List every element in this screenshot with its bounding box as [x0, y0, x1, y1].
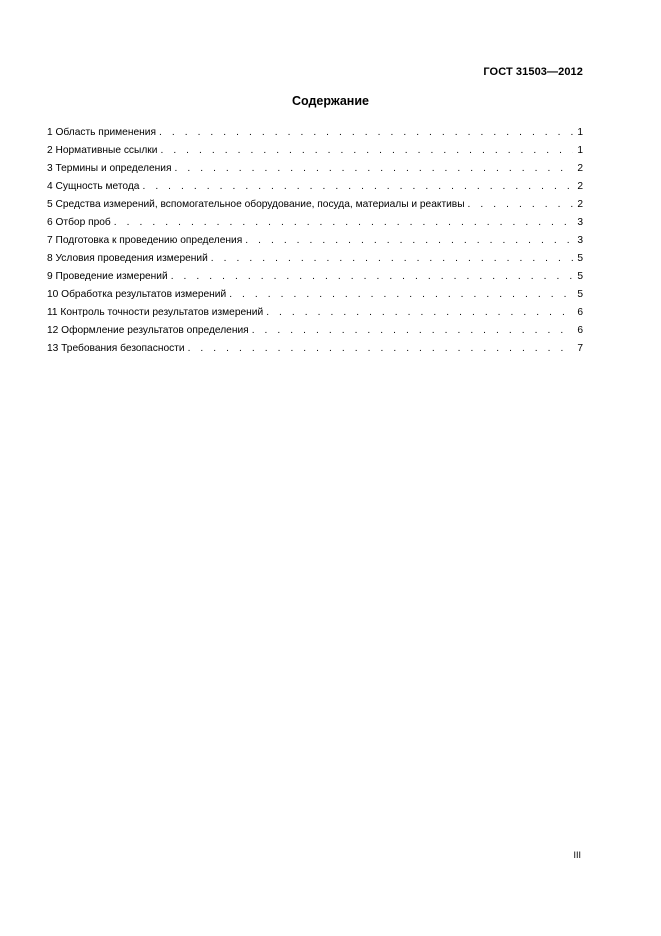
- toc-item-page: 2: [577, 181, 583, 192]
- toc-leader-dots: [252, 324, 573, 337]
- toc-item-13[interactable]: [47, 337, 583, 355]
- document-code: ГОСТ 31503—2012: [483, 66, 583, 78]
- toc-item-text: 3 Термины и определения: [47, 163, 172, 174]
- toc-leader-dots: [188, 342, 573, 355]
- toc-item-page: 5: [577, 253, 583, 264]
- toc-item-10[interactable]: [47, 283, 583, 301]
- toc-item-11[interactable]: [47, 301, 583, 319]
- toc-item-7[interactable]: [47, 229, 583, 247]
- toc-title: Содержание: [291, 94, 369, 108]
- toc-leader-dots: [160, 144, 573, 157]
- toc-item-page: 1: [577, 145, 583, 156]
- toc-item-text: 8 Условия проведения измерений: [47, 253, 208, 264]
- toc-item-page: 5: [577, 271, 583, 282]
- toc-item-page: 5: [577, 289, 583, 300]
- toc-leader-dots: [159, 126, 573, 139]
- toc-item-6[interactable]: [47, 211, 583, 229]
- toc-item-page: 6: [577, 307, 583, 318]
- toc-item-2[interactable]: [47, 139, 583, 157]
- toc-item-8[interactable]: [47, 247, 583, 265]
- toc-item-text: 11 Контроль точности результатов измерений: [47, 307, 264, 318]
- toc-item-text: 5 Средства измерений, вспомогательное оборудование, посуда, материалы и реактивы: [47, 199, 465, 210]
- toc-item-1[interactable]: [47, 121, 583, 139]
- toc-leader-dots: [171, 270, 573, 283]
- page-number: III: [573, 850, 581, 860]
- toc-item-3[interactable]: [47, 157, 583, 175]
- toc-leader-dots: [468, 198, 573, 211]
- toc-leader-dots: [174, 162, 573, 175]
- toc-leader-dots: [114, 216, 573, 229]
- toc-item-4[interactable]: [47, 175, 583, 193]
- toc-item-page: 7: [577, 343, 583, 354]
- toc-item-text: 1 Область применения: [47, 127, 156, 138]
- table-of-contents: [47, 121, 583, 355]
- toc-item-12[interactable]: [47, 319, 583, 337]
- toc-leader-dots: [211, 252, 573, 265]
- toc-item-text: 10 Обработка результатов измерений: [47, 289, 227, 300]
- toc-item-text: 13 Требования безопасности: [47, 343, 185, 354]
- toc-item-text: 9 Проведение измерений: [47, 271, 168, 282]
- toc-item-9[interactable]: [47, 265, 583, 283]
- toc-item-5[interactable]: [47, 193, 583, 211]
- toc-item-text: 7 Подготовка к проведению определения: [47, 235, 243, 246]
- toc-item-text: 2 Нормативные ссылки: [47, 145, 158, 156]
- toc-item-page: 6: [577, 325, 583, 336]
- toc-item-page: 2: [577, 199, 583, 210]
- toc-item-text: 4 Сущность метода: [47, 181, 140, 192]
- toc-item-page: 3: [577, 217, 583, 228]
- toc-item-page: 1: [577, 127, 583, 138]
- toc-item-page: 3: [577, 235, 583, 246]
- toc-leader-dots: [266, 306, 573, 319]
- toc-item-text: 6 Отбор проб: [47, 217, 111, 228]
- toc-item-text: 12 Оформление результатов определения: [47, 325, 249, 336]
- toc-leader-dots: [229, 288, 573, 301]
- toc-leader-dots: [245, 234, 573, 247]
- toc-item-page: 2: [577, 163, 583, 174]
- toc-leader-dots: [142, 180, 573, 193]
